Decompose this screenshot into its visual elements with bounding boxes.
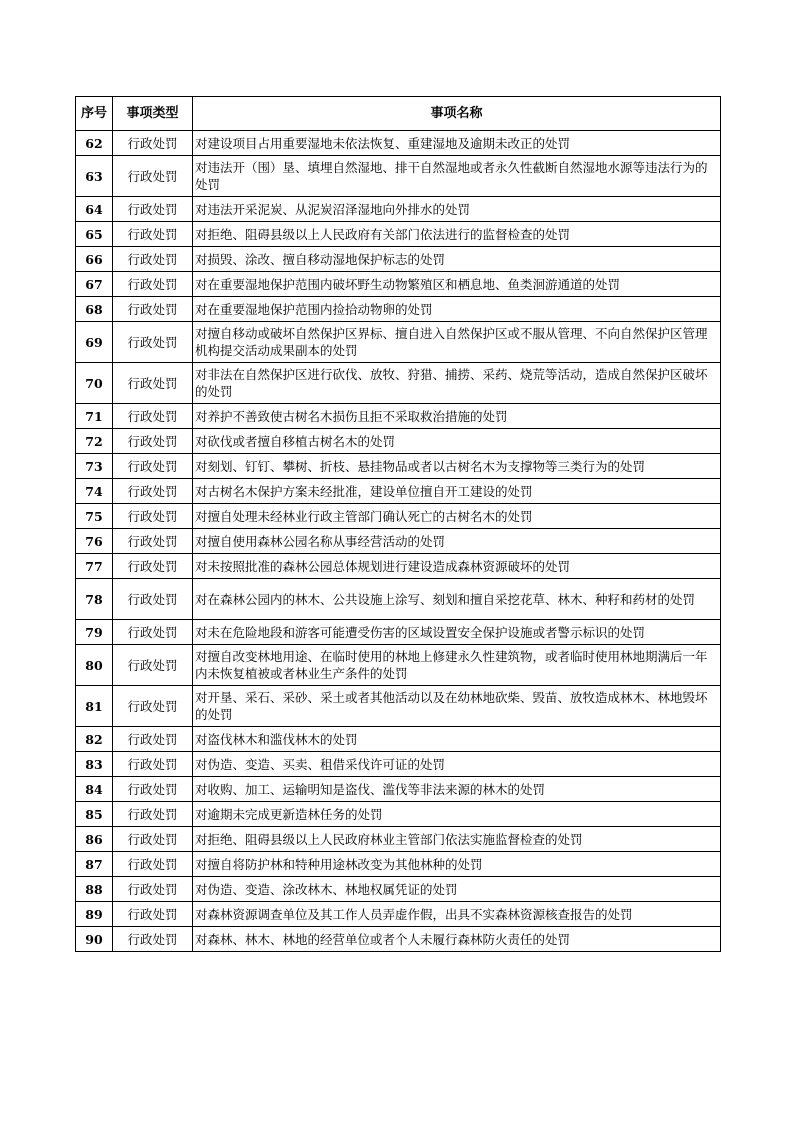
row-type: 行政处罚: [113, 686, 193, 727]
row-name: 对逾期未完成更新造林任务的处罚: [193, 802, 721, 827]
header-name: 事项名称: [193, 97, 721, 131]
table-body: [76, 131, 721, 952]
row-type: 行政处罚: [113, 927, 193, 952]
row-name: 对违法开（围）垦、填埋自然湿地、排干自然湿地或者永久性截断自然湿地水源等违法行为的处罚: [193, 156, 721, 197]
table-row: [76, 156, 721, 197]
table-row: [76, 504, 721, 529]
table-row: [76, 363, 721, 404]
row-type: 行政处罚: [113, 645, 193, 686]
row-number: 81: [76, 686, 113, 727]
row-name: 对养护不善致使古树名木损伤且拒不采取救治措施的处罚: [193, 404, 721, 429]
row-name: 对违法开采泥炭、从泥炭沼泽湿地向外排水的处罚: [193, 197, 721, 222]
row-name: 对盗伐林木和滥伐林木的处罚: [193, 727, 721, 752]
row-type: 行政处罚: [113, 827, 193, 852]
row-number: 78: [76, 579, 113, 620]
table-row: [76, 620, 721, 645]
row-name: 对伪造、变造、涂改林木、林地权属凭证的处罚: [193, 877, 721, 902]
row-number: 85: [76, 802, 113, 827]
row-name: 对擅自将防护林和特种用途林改变为其他林种的处罚: [193, 852, 721, 877]
row-type: 行政处罚: [113, 131, 193, 156]
row-name: 对擅自处理未经林业行政主管部门确认死亡的古树名木的处罚: [193, 504, 721, 529]
row-type: 行政处罚: [113, 197, 193, 222]
table-row: [76, 852, 721, 877]
row-type: 行政处罚: [113, 479, 193, 504]
table-row: [76, 479, 721, 504]
row-name: 对在重要湿地保护范围内破坏野生动物繁殖区和栖息地、鱼类洄游通道的处罚: [193, 272, 721, 297]
row-number: 72: [76, 429, 113, 454]
table-row: [76, 554, 721, 579]
row-number: 68: [76, 297, 113, 322]
row-type: 行政处罚: [113, 222, 193, 247]
table-header-row: [76, 97, 721, 131]
row-number: 84: [76, 777, 113, 802]
row-name: 对在森林公园内的林木、公共设施上涂写、刻划和擅自采挖花草、林木、种籽和药材的处罚: [193, 579, 721, 620]
table-row: [76, 902, 721, 927]
table-row: [76, 645, 721, 686]
row-name: 对建设项目占用重要湿地未依法恢复、重建湿地及逾期未改正的处罚: [193, 131, 721, 156]
row-name: 对森林资源调查单位及其工作人员弄虚作假，出具不实森林资源核查报告的处罚: [193, 902, 721, 927]
row-type: 行政处罚: [113, 529, 193, 554]
table-row: [76, 247, 721, 272]
row-type: 行政处罚: [113, 554, 193, 579]
row-type: 行政处罚: [113, 802, 193, 827]
row-number: 90: [76, 927, 113, 952]
row-number: 69: [76, 322, 113, 363]
table-row: [76, 404, 721, 429]
row-type: 行政处罚: [113, 363, 193, 404]
table-row: [76, 752, 721, 777]
row-name: 对未在危险地段和游客可能遭受伤害的区域设置安全保护设施或者警示标识的处罚: [193, 620, 721, 645]
row-number: 80: [76, 645, 113, 686]
items-table: [75, 96, 721, 952]
row-type: 行政处罚: [113, 404, 193, 429]
row-number: 88: [76, 877, 113, 902]
row-name: 对收购、加工、运输明知是盗伐、滥伐等非法来源的林木的处罚: [193, 777, 721, 802]
table-row: [76, 827, 721, 852]
row-name: 对擅自移动或破坏自然保护区界标、擅自进入自然保护区或不服从管理、不向自然保护区管理机构提交活动成果副本的处罚: [193, 322, 721, 363]
row-type: 行政处罚: [113, 752, 193, 777]
row-type: 行政处罚: [113, 247, 193, 272]
row-type: 行政处罚: [113, 852, 193, 877]
table-row: [76, 579, 721, 620]
row-name: 对砍伐或者擅自移植古树名木的处罚: [193, 429, 721, 454]
row-number: 73: [76, 454, 113, 479]
row-name: 对伪造、变造、买卖、租借采伐许可证的处罚: [193, 752, 721, 777]
table-row: [76, 197, 721, 222]
row-name: 对损毁、涂改、擅自移动湿地保护标志的处罚: [193, 247, 721, 272]
table-row: [76, 727, 721, 752]
row-name: 对古树名木保护方案未经批准，建设单位擅自开工建设的处罚: [193, 479, 721, 504]
table-row: [76, 877, 721, 902]
row-number: 62: [76, 131, 113, 156]
row-name: 对拒绝、阻碍县级以上人民政府林业主管部门依法实施监督检查的处罚: [193, 827, 721, 852]
row-type: 行政处罚: [113, 429, 193, 454]
table-row: [76, 777, 721, 802]
row-number: 74: [76, 479, 113, 504]
row-type: 行政处罚: [113, 322, 193, 363]
row-number: 70: [76, 363, 113, 404]
row-type: 行政处罚: [113, 297, 193, 322]
header-type: 事项类型: [113, 97, 193, 131]
table-row: [76, 272, 721, 297]
header-number: 序号: [76, 97, 113, 131]
row-type: 行政处罚: [113, 902, 193, 927]
row-type: 行政处罚: [113, 579, 193, 620]
row-name: 对在重要湿地保护范围内捡拾动物卵的处罚: [193, 297, 721, 322]
row-number: 86: [76, 827, 113, 852]
table-row: [76, 927, 721, 952]
row-number: 76: [76, 529, 113, 554]
row-name: 对擅自改变林地用途、在临时使用的林地上修建永久性建筑物，或者临时使用林地期满后一年内未恢复植被或者林业生产条件的处罚: [193, 645, 721, 686]
row-name: 对擅自使用森林公园名称从事经营活动的处罚: [193, 529, 721, 554]
table-row: [76, 131, 721, 156]
row-type: 行政处罚: [113, 156, 193, 197]
row-number: 87: [76, 852, 113, 877]
table-row: [76, 454, 721, 479]
row-name: 对开垦、采石、采砂、采土或者其他活动以及在幼林地砍柴、毁苗、放牧造成林木、林地毁坏的处罚: [193, 686, 721, 727]
row-number: 66: [76, 247, 113, 272]
row-name: 对非法在自然保护区进行砍伐、放牧、狩猎、捕捞、采药、烧荒等活动，造成自然保护区破坏的处罚: [193, 363, 721, 404]
row-number: 67: [76, 272, 113, 297]
table-row: [76, 222, 721, 247]
row-type: 行政处罚: [113, 727, 193, 752]
row-number: 83: [76, 752, 113, 777]
table-row: [76, 802, 721, 827]
table-row: [76, 686, 721, 727]
table-row: [76, 429, 721, 454]
row-type: 行政处罚: [113, 272, 193, 297]
row-type: 行政处罚: [113, 777, 193, 802]
row-number: 75: [76, 504, 113, 529]
row-type: 行政处罚: [113, 877, 193, 902]
row-name: 对拒绝、阻碍县级以上人民政府有关部门依法进行的监督检查的处罚: [193, 222, 721, 247]
row-number: 89: [76, 902, 113, 927]
row-number: 64: [76, 197, 113, 222]
row-name: 对森林、林木、林地的经营单位或者个人未履行森林防火责任的处罚: [193, 927, 721, 952]
row-number: 63: [76, 156, 113, 197]
table-row: [76, 322, 721, 363]
table-row: [76, 297, 721, 322]
table-row: [76, 529, 721, 554]
row-number: 82: [76, 727, 113, 752]
row-name: 对未按照批准的森林公园总体规划进行建设造成森林资源破坏的处罚: [193, 554, 721, 579]
row-number: 79: [76, 620, 113, 645]
row-number: 71: [76, 404, 113, 429]
row-type: 行政处罚: [113, 454, 193, 479]
row-type: 行政处罚: [113, 620, 193, 645]
row-number: 65: [76, 222, 113, 247]
row-type: 行政处罚: [113, 504, 193, 529]
row-number: 77: [76, 554, 113, 579]
row-name: 对刻划、钉钉、攀树、折枝、悬挂物品或者以古树名木为支撑物等三类行为的处罚: [193, 454, 721, 479]
